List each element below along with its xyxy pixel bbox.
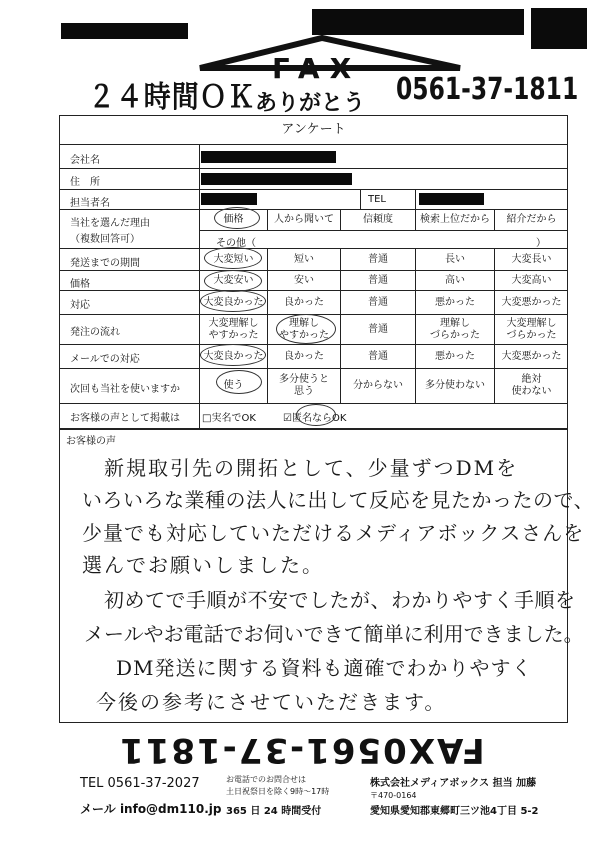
comment-line-4: 選んでお願いしました。: [82, 553, 324, 577]
redacted-address: [201, 173, 352, 185]
redacted-person: [201, 193, 257, 205]
rating-option: 大変理解し づらかった: [506, 317, 557, 341]
row-divider: [59, 189, 568, 190]
rating-option: 長い: [445, 253, 465, 265]
rating-option: 大変長い: [511, 253, 552, 265]
rating-option: 分からない: [353, 380, 403, 391]
row-label-shipping-period: 発送までの期間: [70, 258, 140, 269]
address-label: 住 所: [70, 177, 100, 188]
rating-option: 良かった: [284, 296, 324, 308]
tel-label: TEL: [368, 194, 386, 205]
rating-option: 普通: [368, 350, 388, 362]
rating-option: 多分使うと 思う: [279, 374, 329, 397]
footer-fax-hours: 365 日 24 時間受付: [226, 806, 322, 817]
rating-option: 大変安い: [213, 274, 254, 286]
rating-option: 普通: [368, 253, 388, 265]
header-24h-ok: ２４時間ＯＫ: [88, 80, 256, 115]
rating-option: 大変悪かった: [501, 296, 562, 308]
rating-option: 大変理解し やすかった: [208, 317, 259, 341]
reason-option-introduction: 紹介だから: [506, 214, 557, 225]
rating-option: 普通: [368, 323, 388, 335]
publish-option-anonymous: ☑匿名ならOK: [283, 413, 347, 424]
circle-mark-anonymous: [296, 404, 336, 426]
comment-line-2: いろいろな業種の法人に出して反応を見たかったので、: [82, 488, 595, 512]
footer-hours-note1: お電話でのお問合せは: [226, 775, 306, 784]
row-divider: [199, 230, 568, 231]
comment-line-5: 初めてで手順が不安でしたが、わかりやすく手順を: [104, 588, 576, 612]
rating-option: 大変短い: [213, 253, 254, 265]
reason-option-search: 検索上位だから: [420, 214, 490, 225]
reason-other: その他（: [216, 238, 256, 249]
comment-title: お客様の声: [66, 436, 116, 447]
rating-option: 大変良かった: [203, 350, 264, 362]
comment-line-6: メールやお電話でお伺いできて簡単に利用できました。: [84, 622, 584, 646]
col-divider: [415, 189, 416, 209]
footer-tel: TEL 0561-37-2027: [80, 776, 200, 791]
reason-option-price: 価格: [223, 214, 244, 225]
row-label-price: 価格: [70, 279, 90, 290]
reason-label: 当社を選んだ理由: [70, 218, 150, 229]
rating-option: 理解し づらかった: [430, 317, 480, 341]
footer-hours-note2: 土日祝祭日を除く9時～17時: [226, 787, 330, 796]
row-label-next-use: 次回も当社を使いますか: [70, 384, 180, 395]
header-fax: FAX: [272, 52, 362, 85]
row-label-order-flow: 発注の流れ: [70, 327, 120, 338]
header-thanks: ありがとう: [255, 91, 366, 116]
rating-option: 大変悪かった: [501, 350, 562, 362]
comment-line-3: 少量でも対応していただけるメディアボックスさんを: [82, 521, 585, 545]
header-fax-number: 0561-37-1811: [396, 72, 579, 107]
reason-other-close: ）: [536, 238, 546, 249]
rating-option: 理解し やすかった: [279, 317, 329, 341]
row-label-response: 対応: [70, 300, 90, 311]
publish-option-real-name: □実名でOK: [202, 413, 256, 424]
reason-note: （複数回答可）: [70, 234, 140, 245]
rating-option: 普通: [368, 274, 388, 286]
row-divider: [59, 144, 568, 145]
rating-option: 大変良かった: [203, 296, 264, 308]
rating-option: 悪かった: [435, 296, 475, 308]
circle-mark-cheap: [204, 270, 262, 292]
footer-address: 愛知県愛知郡東郷町三ツ池4丁目 5-2: [370, 806, 539, 817]
reason-option-referral-hearing: 人から聞いて: [274, 214, 334, 225]
circle-mark-shipping: [204, 247, 262, 269]
reason-option-trust: 信頼度: [363, 214, 393, 225]
rating-option: 短い: [294, 253, 314, 265]
circle-mark-price: [214, 207, 260, 229]
row-label-email-response: メールでの対応: [70, 354, 140, 365]
row-label-publish: お客様の声として掲載は: [70, 413, 180, 424]
person-label: 担当者名: [70, 198, 110, 209]
rating-option: 使う: [223, 380, 244, 391]
comment-line-7: DM発送に関する資料も適確でわかりやすく: [116, 656, 533, 680]
footer-mail: メール info@dm110.jp: [80, 802, 222, 816]
redacted-company: [201, 151, 336, 163]
survey-title: アンケート: [281, 122, 346, 137]
circle-mark-email: [200, 344, 266, 366]
redacted-tel: [419, 193, 484, 205]
rating-option: 絶対 使わない: [511, 374, 552, 397]
rating-option: 良かった: [284, 350, 324, 362]
rating-option: 多分使わない: [425, 380, 485, 391]
circle-mark-order-flow: [276, 314, 336, 344]
fax-number-mirrored: FAX0561-37-1811: [118, 730, 485, 770]
rating-option: 安い: [294, 274, 314, 286]
company-label: 会社名: [70, 155, 100, 166]
footer-company: 株式会社メディアボックス 担当 加藤: [370, 778, 537, 789]
rating-option: 普通: [368, 296, 388, 308]
footer-zip: 〒470-0164: [370, 791, 417, 800]
row-divider: [59, 168, 568, 169]
rating-option: 高い: [445, 274, 465, 286]
col-divider: [360, 189, 361, 209]
rating-option: 大変高い: [511, 274, 552, 286]
rating-option: 悪かった: [435, 350, 475, 362]
comment-line-8: 今後の参考にさせていただきます。: [96, 690, 447, 714]
circle-mark-next-use: [216, 370, 262, 394]
circle-mark-response: [200, 290, 266, 312]
comment-line-1: 新規取引先の開拓として、少量ずつDMを: [104, 456, 519, 480]
